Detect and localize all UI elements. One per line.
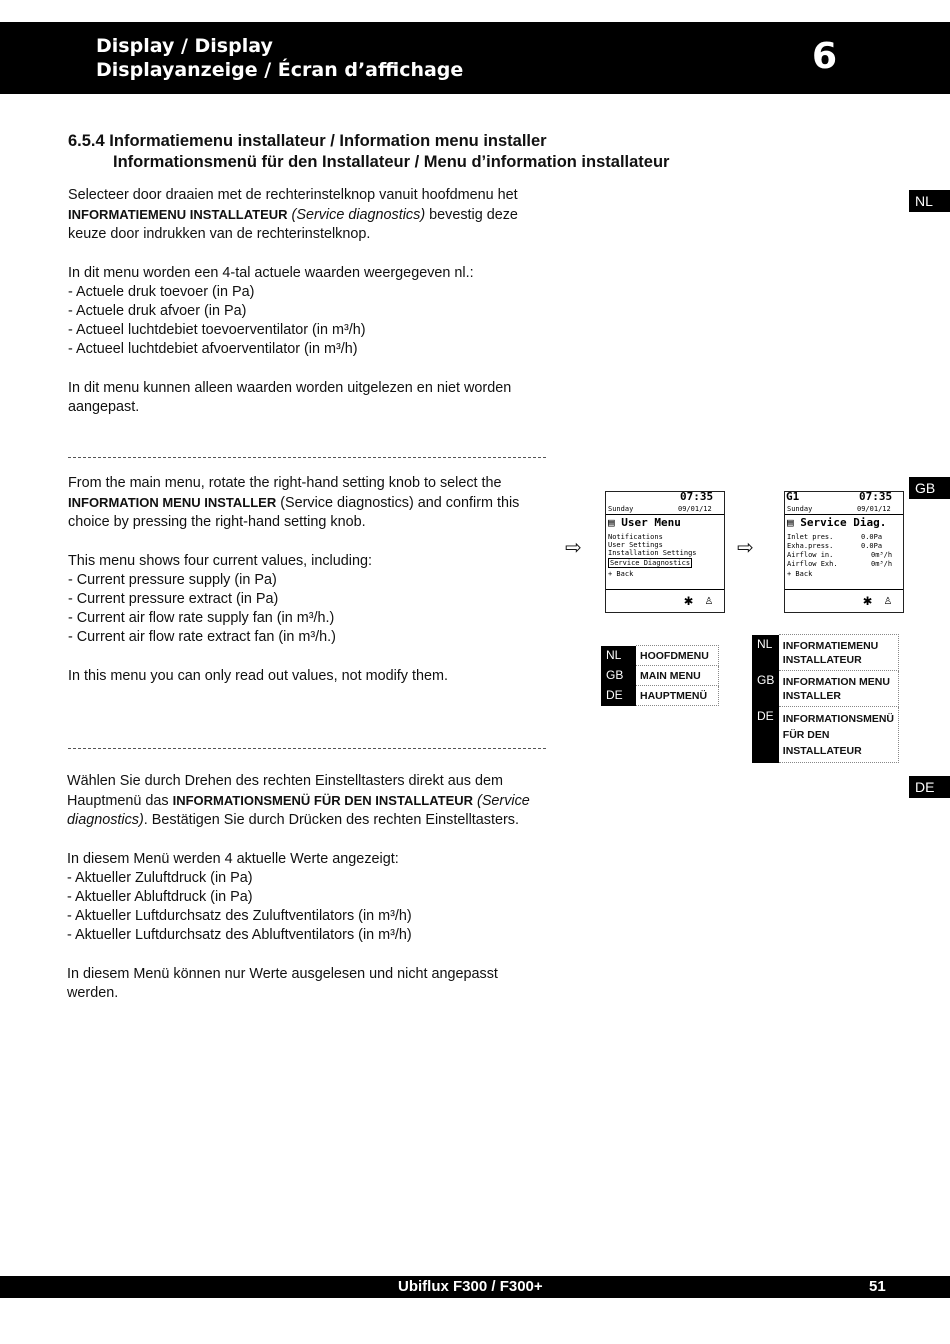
de-text-block [67, 772, 545, 1003]
gb-p1-c: (Service diagnostics) and confirm this choice by pressing the right-hand setting knob. [68, 495, 520, 531]
screen-row-value: 0.0Pa [861, 542, 883, 550]
header-title-line1: Display / Display [96, 35, 273, 57]
de-p3: In diesem Menü können nur Werte ausgelesen und nicht angepasst werden. [67, 965, 498, 1001]
display-screen-service-diag [784, 491, 904, 613]
lang-code: NL [601, 646, 636, 666]
list-item: - Actueel luchtdebiet toevoerventilator (in m³/h) [68, 322, 366, 339]
list-item: - Aktueller Abluftdruck (in Pa) [67, 889, 253, 906]
gb-text-block [68, 474, 546, 686]
lang-tab-de: DE [909, 776, 950, 798]
de-p2: In diesem Menü werden 4 aktuelle Werte angezeigt: [67, 850, 399, 867]
nl-p2: In dit menu worden een 4-tal actuele waarden weergegeven nl.: [68, 264, 474, 281]
footer-title: Ubiflux F300 / F300+ [398, 1278, 543, 1295]
list-item: - Aktueller Luftdurchsatz des Zuluftventilators (in m³/h) [67, 908, 412, 925]
screen-row-value: 0m³/h [871, 560, 893, 568]
lang-tab-nl: NL [909, 190, 950, 212]
arrow-right-icon: ⇨ [737, 537, 754, 559]
screen-menu-item: User Settings [608, 541, 663, 549]
list-item: - Current air flow rate supply fan (in m³/h.) [68, 610, 335, 627]
menu-icon: ▤ [608, 516, 615, 529]
legend-label: HOOFDMENU [636, 646, 719, 666]
screen-status: G1 [786, 491, 800, 503]
de-p1-service: (Service diagnostics) [67, 793, 530, 829]
screen-menu-item: + Back [608, 570, 634, 578]
lang-code: GB [601, 666, 636, 686]
lang-code: DE [601, 686, 636, 706]
screen-row-label: Airflow in. [787, 551, 834, 559]
chapter-header [0, 22, 950, 94]
screen-date: 09/01/12 [857, 505, 891, 513]
list-item: - Current air flow rate extract fan (in m³/h.) [68, 629, 336, 646]
gb-p3: In this menu you can only read out values, not modify them. [68, 667, 448, 684]
legend-label: INFORMATION MENU INSTALLER [779, 671, 899, 707]
legend-label: INFORMATIONSMENÜ FÜR DEN INSTALLATEUR [779, 707, 899, 763]
de-p1-d: . Bestätigen Sie durch Drücken des rechten Einstelltasters. [143, 812, 519, 829]
display-screen-user-menu [605, 491, 725, 613]
gb-p1-menu: INFORMATION MENU INSTALLER [68, 495, 277, 511]
legend-table-main-menu [601, 645, 719, 706]
legend-label: MAIN MENU [636, 666, 719, 686]
de-p1-menu: INFORMATIONSMENÜ FÜR DEN INSTALLATEUR [172, 793, 474, 809]
person-icon: ♙ [705, 593, 713, 608]
lang-tab-gb: GB [909, 477, 950, 499]
nl-p1-service: (Service diagnostics) [291, 207, 426, 224]
screen-menu-item: Notifications [608, 533, 663, 541]
arrow-right-icon: ⇨ [565, 537, 582, 559]
nl-p1-menu: INFORMATIEMENU INSTALLATEUR [68, 207, 288, 223]
legend-label: INFORMATIEMENU INSTALLATEUR [779, 635, 899, 671]
list-item: - Aktueller Zuluftdruck (in Pa) [67, 869, 253, 886]
page-footer [0, 1276, 950, 1298]
screen-time: 07:35 [680, 491, 714, 503]
de-p1-a: Wählen Sie durch Drehen des rechten Einstelltasters direkt aus dem Hauptmenü das [67, 773, 503, 810]
list-item: - Aktueller Luftdurchsatz des Abluftventilators (in m³/h) [67, 927, 412, 944]
screen-menu-item-selected: Service Diagnostics [610, 559, 691, 567]
lang-code: GB [752, 671, 779, 707]
page-number: 51 [869, 1278, 886, 1295]
gb-p1-a: From the main menu, rotate the right-hand setting knob to select the [68, 475, 502, 491]
screen-row-value: 0.0Pa [861, 533, 883, 541]
screen-row-label: Exha.press. [787, 542, 834, 550]
nl-p1-d: bevestig deze keuze door indrukken van de rechterinstelknop. [68, 207, 518, 243]
screen-row-label: Airflow Exh. [787, 560, 838, 568]
divider [68, 457, 546, 458]
screen-menu-item: Installation Settings [608, 549, 697, 557]
list-item: - Actuele druk afvoer (in Pa) [68, 303, 247, 320]
legend-table-info-menu [752, 634, 899, 763]
chapter-number: 6 [812, 36, 838, 77]
screen-time: 07:35 [859, 491, 893, 503]
section-title-line2: Informationsmenü für den Installateur / Menu d’information installateur [113, 153, 670, 171]
nl-text-block [68, 186, 546, 417]
lang-code: DE [752, 707, 779, 763]
screen-title: Service Diag. [800, 516, 887, 529]
nl-p1-a: Selecteer door draaien met de rechterinstelknop vanuit hoofdmenu het [68, 187, 518, 203]
person-icon: ♙ [884, 593, 892, 608]
header-title-line2: Displayanzeige / Écran d’affichage [96, 59, 464, 81]
nl-p3: In dit menu kunnen alleen waarden worden uitgelezen en niet worden aangepast. [68, 379, 512, 415]
list-item: - Current pressure extract (in Pa) [68, 591, 279, 608]
screen-row-value: 0m³/h [871, 551, 893, 559]
lang-code: NL [752, 635, 779, 671]
list-item: - Current pressure supply (in Pa) [68, 571, 277, 588]
list-item: - Actuele druk toevoer (in Pa) [68, 283, 255, 300]
list-item: - Actueel luchtdebiet afvoerventilator (in m³/h) [68, 341, 358, 358]
section-title-line1: 6.5.4 Informatiemenu installateur / Information menu installer [68, 132, 547, 150]
screen-date: 09/01/12 [678, 505, 712, 513]
screen-back: + Back [787, 570, 813, 578]
asterisk-icon: ✱ [684, 591, 694, 609]
screen-day: Sunday [608, 505, 634, 513]
gb-p2: This menu shows four current values, including: [68, 552, 372, 569]
menu-icon: ▤ [787, 516, 794, 529]
divider [68, 748, 546, 749]
screen-row-label: Inlet pres. [787, 533, 834, 541]
asterisk-icon: ✱ [863, 591, 873, 609]
screen-day: Sunday [787, 505, 813, 513]
screen-title: User Menu [621, 516, 681, 529]
legend-label: HAUPTMENÜ [636, 686, 719, 706]
